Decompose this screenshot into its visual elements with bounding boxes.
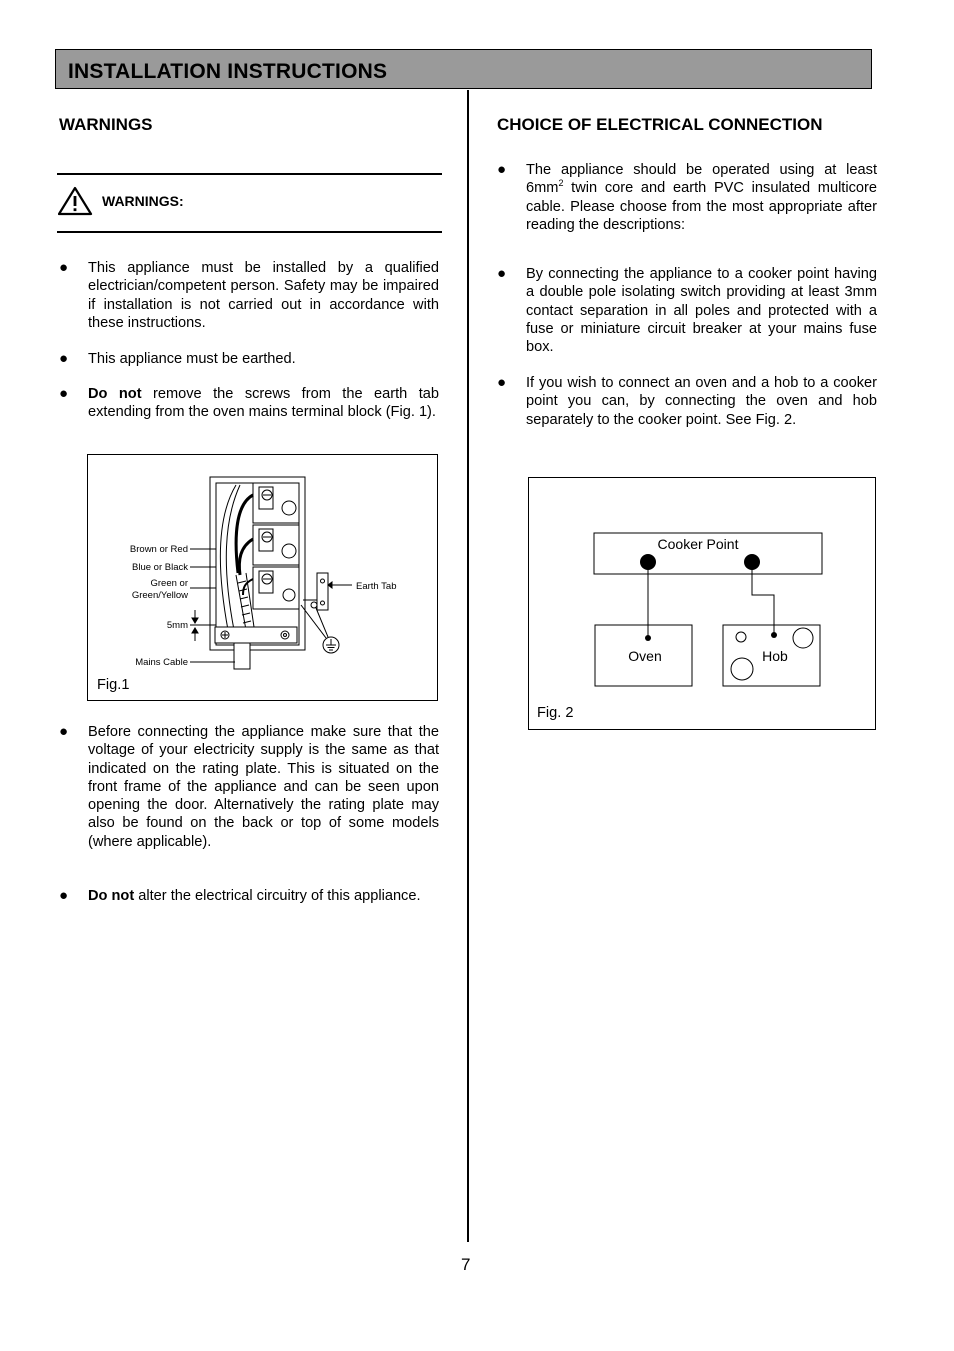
bullet-icon: ●: [59, 723, 69, 740]
list-item: ● Before connecting the appliance make sure that the voltage of your electricity supply is the same as that indicated on the rating plate. This is situated on the front frame of the appliance and can be seen upon opening the door. Alternatively the rating plate may also be found on the back or top of some models (where applicable).: [59, 723, 439, 850]
label-earth-tab: Earth Tab: [356, 581, 397, 592]
page-title: INSTALLATION INSTRUCTIONS: [68, 60, 388, 83]
warning-rule-top: [57, 173, 442, 175]
bullet-icon: ●: [59, 350, 69, 367]
electrical-connection-heading: CHOICE OF ELECTRICAL CONNECTION: [497, 115, 823, 134]
list-item: ● The appliance should be operated using at least $6mm^2$ twin core and earth PVC insulated multicore cable. Please choose from the most appropriate after reading the descriptions:: [497, 161, 877, 233]
bullet-icon: ●: [497, 374, 507, 391]
warning-label: WARNINGS:: [102, 193, 184, 209]
cooker-point-label: Cooker Point: [657, 536, 739, 552]
list-item: ● This appliance must be installed by a qualified electrician/competent person. Safety may be impaired if installation is not carried out in accordance with these instructions.: [59, 259, 439, 331]
bullet-icon: ●: [497, 161, 507, 178]
label-green-or: Green or: [150, 578, 188, 589]
warning-triangle-icon: [58, 186, 94, 216]
figure-2-box: [528, 477, 876, 730]
label-mains-cable: Mains Cable: [135, 657, 188, 668]
terminal-block-diagram: [88, 455, 437, 700]
label-green-yellow: Green/Yellow: [131, 590, 188, 601]
bullet-icon: ●: [497, 265, 507, 282]
bullet-icon: ●: [59, 385, 69, 402]
list-item: ● This appliance must be earthed.: [59, 350, 296, 367]
superscript: 2: [558, 178, 564, 189]
warning-banner: [58, 186, 442, 218]
connection-diagram: [529, 478, 875, 729]
figure-2-caption: Fig. 2: [537, 705, 574, 721]
label-brown-or-red: Brown or Red: [129, 544, 188, 555]
figure-1-box: [87, 454, 438, 701]
list-item: ● Do not alter the electrical circuitry of this appliance.: [59, 887, 421, 904]
page-number: 7: [461, 1255, 471, 1274]
bullet-icon: ●: [59, 259, 69, 276]
list-item: ● If you wish to connect an oven and a hob to a cooker point you can, by connecting the oven and hob separately to the cooker point. See Fig. 2.: [497, 374, 877, 428]
hob-label: Hob: [762, 648, 788, 664]
list-item: ● By connecting the appliance to a cooker point having a double pole isolating switch providing at least 3mm contact separation in all poles and protected with a fuse or miniature circuit breaker at your mains fuse box.: [497, 265, 877, 356]
label-5mm: 5mm: [166, 620, 188, 631]
bullet-icon: ●: [59, 887, 69, 904]
emphasis-do-not: Do not: [88, 386, 142, 402]
column-divider: [467, 90, 469, 1242]
warnings-heading: WARNINGS: [59, 115, 153, 134]
label-blue-or-black: Blue or Black: [132, 562, 188, 573]
list-item: ● Do not remove the screws from the earth tab extending from the oven mains terminal block (Fig. 1).: [59, 385, 439, 421]
oven-label: Oven: [628, 648, 662, 664]
warning-rule-bottom: [57, 231, 442, 233]
emphasis-do-not: Do not: [88, 888, 135, 904]
figure-1-caption: Fig.1: [97, 677, 130, 693]
page-header-bar: [55, 49, 872, 89]
